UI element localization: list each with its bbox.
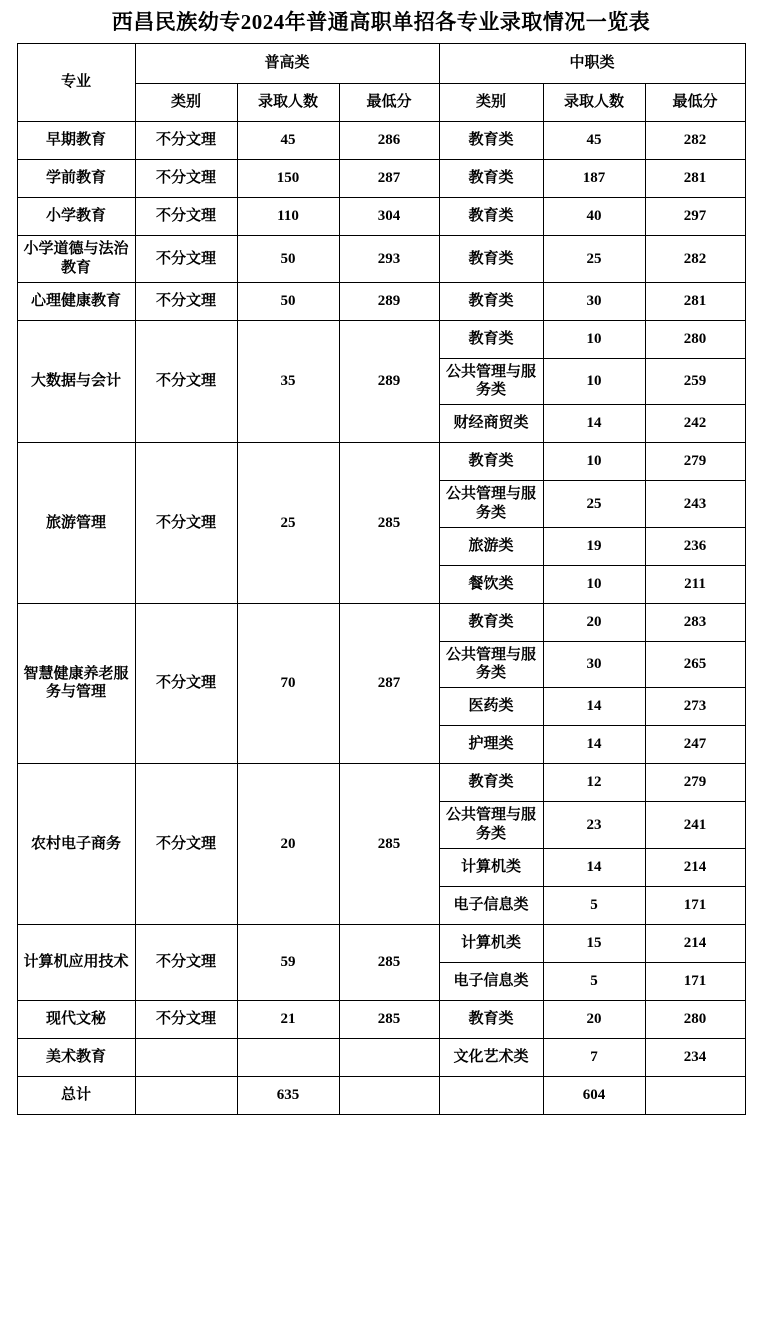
cell-vocational-admitted: 5 <box>543 886 645 924</box>
header-vocational-admitted: 录取人数 <box>543 84 645 122</box>
cell-vocational-min-score: 243 <box>645 481 745 528</box>
cell-general-admitted: 20 <box>237 764 339 925</box>
cell-vocational-category: 教育类 <box>439 320 543 358</box>
cell-general-admitted: 25 <box>237 443 339 604</box>
cell-vocational-category: 计算机类 <box>439 848 543 886</box>
cell-vocational-admitted: 14 <box>543 848 645 886</box>
cell-general-min-score: 285 <box>339 764 439 925</box>
cell-general-category: 不分文理 <box>135 764 237 925</box>
table-row <box>17 1000 745 1038</box>
cell-vocational-category: 教育类 <box>439 282 543 320</box>
cell-vocational-admitted: 25 <box>543 236 645 283</box>
cell-vocational-category: 教育类 <box>439 1000 543 1038</box>
table-row <box>17 1038 745 1076</box>
cell-vocational-category: 公共管理与服务类 <box>439 481 543 528</box>
cell-vocational-min-score: 297 <box>645 198 745 236</box>
table-row <box>17 443 745 481</box>
cell-vocational-min-score: 214 <box>645 848 745 886</box>
table-row <box>17 236 745 283</box>
table-row <box>17 924 745 962</box>
cell-vocational-min-score: 265 <box>645 641 745 688</box>
cell-vocational-admitted: 10 <box>543 358 645 405</box>
cell-vocational-admitted: 10 <box>543 443 645 481</box>
cell-total-vocational-min-score <box>645 1076 745 1114</box>
cell-vocational-category: 医药类 <box>439 688 543 726</box>
table-row <box>17 764 745 802</box>
cell-vocational-min-score: 242 <box>645 405 745 443</box>
cell-major: 智慧健康养老服务与管理 <box>17 603 135 764</box>
table-row <box>17 603 745 641</box>
cell-major: 早期教育 <box>17 122 135 160</box>
header-vocational-category: 类别 <box>439 84 543 122</box>
table-row <box>17 198 745 236</box>
cell-vocational-category: 电子信息类 <box>439 962 543 1000</box>
cell-major: 大数据与会计 <box>17 320 135 443</box>
cell-total-vocational-admitted: 604 <box>543 1076 645 1114</box>
cell-vocational-min-score: 171 <box>645 962 745 1000</box>
cell-vocational-category: 教育类 <box>439 160 543 198</box>
cell-vocational-min-score: 236 <box>645 527 745 565</box>
cell-general-min-score <box>339 1038 439 1076</box>
cell-vocational-min-score: 282 <box>645 236 745 283</box>
cell-vocational-min-score: 282 <box>645 122 745 160</box>
cell-vocational-admitted: 20 <box>543 603 645 641</box>
cell-vocational-category: 护理类 <box>439 726 543 764</box>
cell-general-category: 不分文理 <box>135 198 237 236</box>
table-header-group-row <box>17 44 745 84</box>
cell-total-label: 总计 <box>17 1076 135 1114</box>
cell-general-admitted: 50 <box>237 236 339 283</box>
cell-general-admitted: 21 <box>237 1000 339 1038</box>
header-group-general: 普高类 <box>135 44 439 84</box>
cell-vocational-min-score: 234 <box>645 1038 745 1076</box>
cell-general-admitted: 70 <box>237 603 339 764</box>
cell-vocational-min-score: 171 <box>645 886 745 924</box>
cell-general-min-score: 285 <box>339 924 439 1000</box>
cell-general-min-score: 287 <box>339 160 439 198</box>
cell-general-admitted: 45 <box>237 122 339 160</box>
cell-vocational-admitted: 30 <box>543 641 645 688</box>
cell-vocational-min-score: 283 <box>645 603 745 641</box>
cell-vocational-admitted: 5 <box>543 962 645 1000</box>
page-title: 西昌民族幼专2024年普通高职单招各专业录取情况一览表 <box>111 10 651 34</box>
table-row <box>17 282 745 320</box>
cell-major: 农村电子商务 <box>17 764 135 925</box>
header-vocational-min-score: 最低分 <box>645 84 745 122</box>
cell-general-min-score: 289 <box>339 282 439 320</box>
cell-total-general-category <box>135 1076 237 1114</box>
cell-vocational-category: 公共管理与服务类 <box>439 802 543 849</box>
cell-vocational-category: 教育类 <box>439 198 543 236</box>
cell-general-category: 不分文理 <box>135 603 237 764</box>
cell-general-category: 不分文理 <box>135 236 237 283</box>
cell-general-admitted <box>237 1038 339 1076</box>
cell-general-category: 不分文理 <box>135 122 237 160</box>
cell-vocational-min-score: 211 <box>645 565 745 603</box>
header-general-min-score: 最低分 <box>339 84 439 122</box>
cell-general-category: 不分文理 <box>135 1000 237 1038</box>
cell-vocational-admitted: 7 <box>543 1038 645 1076</box>
cell-general-min-score: 286 <box>339 122 439 160</box>
cell-vocational-admitted: 10 <box>543 320 645 358</box>
cell-general-category: 不分文理 <box>135 924 237 1000</box>
cell-vocational-category: 教育类 <box>439 764 543 802</box>
cell-vocational-min-score: 259 <box>645 358 745 405</box>
cell-vocational-admitted: 20 <box>543 1000 645 1038</box>
cell-vocational-category: 文化艺术类 <box>439 1038 543 1076</box>
header-major: 专业 <box>17 44 135 122</box>
cell-general-min-score: 285 <box>339 1000 439 1038</box>
cell-vocational-min-score: 214 <box>645 924 745 962</box>
table-total-row <box>17 1076 745 1114</box>
cell-vocational-min-score: 241 <box>645 802 745 849</box>
cell-general-category: 不分文理 <box>135 160 237 198</box>
cell-general-category: 不分文理 <box>135 320 237 443</box>
cell-general-category: 不分文理 <box>135 282 237 320</box>
cell-major: 现代文秘 <box>17 1000 135 1038</box>
table-row <box>17 160 745 198</box>
cell-general-category: 不分文理 <box>135 443 237 604</box>
cell-major: 旅游管理 <box>17 443 135 604</box>
cell-major: 美术教育 <box>17 1038 135 1076</box>
cell-vocational-category: 教育类 <box>439 603 543 641</box>
cell-general-admitted: 50 <box>237 282 339 320</box>
cell-major: 小学道德与法治教育 <box>17 236 135 283</box>
header-group-vocational: 中职类 <box>439 44 745 84</box>
table-row <box>17 122 745 160</box>
header-general-category: 类别 <box>135 84 237 122</box>
header-general-admitted: 录取人数 <box>237 84 339 122</box>
cell-major: 心理健康教育 <box>17 282 135 320</box>
table-body <box>17 122 745 1115</box>
cell-general-category <box>135 1038 237 1076</box>
cell-vocational-admitted: 40 <box>543 198 645 236</box>
cell-vocational-category: 旅游类 <box>439 527 543 565</box>
cell-major: 学前教育 <box>17 160 135 198</box>
cell-vocational-min-score: 281 <box>645 160 745 198</box>
cell-vocational-admitted: 15 <box>543 924 645 962</box>
cell-vocational-category: 计算机类 <box>439 924 543 962</box>
cell-vocational-category: 公共管理与服务类 <box>439 358 543 405</box>
cell-vocational-admitted: 187 <box>543 160 645 198</box>
cell-vocational-category: 教育类 <box>439 443 543 481</box>
cell-vocational-admitted: 30 <box>543 282 645 320</box>
cell-total-general-min-score <box>339 1076 439 1114</box>
cell-general-min-score: 285 <box>339 443 439 604</box>
cell-total-vocational-category <box>439 1076 543 1114</box>
cell-vocational-min-score: 281 <box>645 282 745 320</box>
cell-vocational-category: 公共管理与服务类 <box>439 641 543 688</box>
cell-major: 小学教育 <box>17 198 135 236</box>
cell-total-general-admitted: 635 <box>237 1076 339 1114</box>
cell-vocational-admitted: 14 <box>543 405 645 443</box>
cell-vocational-min-score: 273 <box>645 688 745 726</box>
cell-vocational-category: 财经商贸类 <box>439 405 543 443</box>
cell-vocational-category: 教育类 <box>439 122 543 160</box>
cell-vocational-admitted: 25 <box>543 481 645 528</box>
admissions-table <box>17 43 746 1115</box>
cell-vocational-admitted: 23 <box>543 802 645 849</box>
cell-vocational-admitted: 45 <box>543 122 645 160</box>
cell-general-admitted: 35 <box>237 320 339 443</box>
cell-vocational-min-score: 247 <box>645 726 745 764</box>
cell-vocational-min-score: 280 <box>645 320 745 358</box>
cell-vocational-admitted: 19 <box>543 527 645 565</box>
cell-vocational-admitted: 10 <box>543 565 645 603</box>
cell-vocational-admitted: 14 <box>543 688 645 726</box>
cell-major: 计算机应用技术 <box>17 924 135 1000</box>
cell-general-min-score: 304 <box>339 198 439 236</box>
cell-general-admitted: 110 <box>237 198 339 236</box>
cell-general-min-score: 289 <box>339 320 439 443</box>
cell-vocational-category: 教育类 <box>439 236 543 283</box>
cell-vocational-category: 餐饮类 <box>439 565 543 603</box>
cell-vocational-category: 电子信息类 <box>439 886 543 924</box>
cell-general-admitted: 150 <box>237 160 339 198</box>
cell-vocational-admitted: 14 <box>543 726 645 764</box>
table-row <box>17 320 745 358</box>
cell-general-admitted: 59 <box>237 924 339 1000</box>
cell-vocational-min-score: 280 <box>645 1000 745 1038</box>
cell-vocational-min-score: 279 <box>645 443 745 481</box>
cell-general-min-score: 287 <box>339 603 439 764</box>
cell-vocational-min-score: 279 <box>645 764 745 802</box>
table-header <box>17 44 745 122</box>
cell-vocational-admitted: 12 <box>543 764 645 802</box>
cell-general-min-score: 293 <box>339 236 439 283</box>
